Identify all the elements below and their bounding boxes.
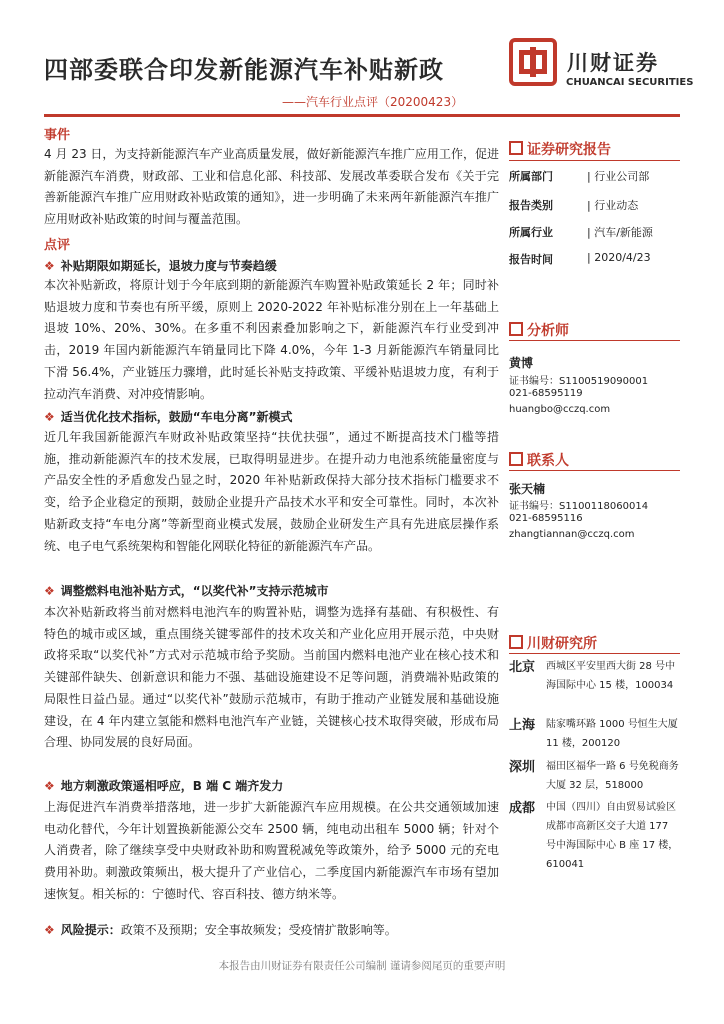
point-2-title: ❖ 适当优化技术指标，鼓励“车电分离”新模式 [44, 410, 293, 424]
analyst-heading: 分析师 [509, 320, 569, 340]
contact-heading: 联系人 [509, 450, 569, 470]
header-divider [44, 114, 680, 117]
risk-note: ❖ 风险提示：政策不及预期；安全事故频发；受疫情扩散影响等。 [44, 923, 397, 937]
square-icon [509, 635, 523, 649]
report-subtitle: ——汽车行业点评（20200423） [282, 95, 464, 109]
point-4-text: 上海促进汽车消费举措落地，进一步扩大新能源汽车应用规模。在公共交通领域加速电动化替代，今年计划置换新能源公交车 2500 辆，纯电动出租车 5000 辆；针对个人消费者，除了继续享受中央财政补助和购置税减免等政策外，给予 5000 元的充电费用补助。刺激政策频出，极大提升了产业信心，二季度国内新能源汽车市场有望加速恢复。相关标的：宁德时代、容百科技、德方纳米等。 [44, 800, 499, 901]
diamond-bullet-icon: ❖ [44, 923, 55, 937]
office-address: 西城区平安里西大街 28 号中海国际中心 15 楼，100034 [546, 661, 676, 691]
square-icon [509, 141, 523, 155]
point-4-title: ❖ 地方刺激政策遥相呼应，B 端 C 端齐发力 [44, 779, 284, 793]
contact-cert: 证书编号：S1100118060014 [509, 501, 649, 512]
point-3-title: ❖ 调整燃料电池补贴方式，“以奖代补”支持示范城市 [44, 584, 329, 598]
office-address: 陆家嘴环路 1000 号恒生大厦 11 楼，200120 [546, 719, 678, 749]
meta-value: | 汽车/新能源 [587, 226, 653, 239]
meta-label: 报告类别 [509, 199, 553, 212]
point-1-text: 本次补贴新政，将原计划于今年底到期的新能源汽车购置补贴政策延长 2 年；同时补贴退坡力度和节奏也有所平缓，原则上 2020-2022 年补贴标准分别在上一年基础上退坡 10%、20%、30%。在多重不利因素叠加影响之下，新能源汽车行业受到冲击，2019 年国内新能源汽车销量同比下降 4.0%，今年 1-3 月新能源汽车销量同比下滑 56.4%，产业链压力骤增，此时延长补贴支持政策、平缓补贴退坡力度，有利于拉动汽车消费、对冲疫情影响。 [44, 278, 499, 401]
logo-name-en: CHUANCAI SECURITIES [566, 77, 694, 88]
meta-label: 报告时间 [509, 253, 553, 266]
office-city: 上海 [509, 718, 536, 733]
meta-value: | 行业公司部 [587, 170, 650, 183]
diamond-bullet-icon: ❖ [44, 259, 55, 273]
office-address: 中国（四川）自由贸易试验区成都市高新区交子大道 177 号中海国际中心 B 座 17 楼，610041 [546, 802, 679, 870]
sidebar-divider [509, 653, 680, 654]
square-icon [509, 452, 523, 466]
office-city: 深圳 [509, 760, 536, 775]
sidebar-divider [509, 340, 680, 341]
company-logo [509, 38, 557, 86]
report-title: 四部委联合印发新能源汽车补贴新政 [44, 56, 444, 84]
point-2-text: 近几年我国新能源汽车财政补贴政策坚持“扶优扶强”，通过不断提高技术门槛等措施，推动新能源汽车的技术发展，已取得明显进步。在提升动力电池系统能量密度与产品安全性的矛盾愈发凸显之时，2020 年补贴新政保持大部分技术指标门槛要求不变，给予企业稳定的预期，鼓励企业提升产品技术水平和安全可靠性。同时，本次补贴新政支持“车电分离”等新型商业模式发展，鼓励企业研发生产具有先进底层操作系统、电子电气系统架构和智能化网联化特征的新能源汽车产品。 [44, 430, 499, 553]
comment-heading: 点评 [44, 238, 71, 253]
event-heading: 事件 [44, 128, 71, 143]
meta-label: 所属行业 [509, 226, 553, 239]
office-city: 北京 [509, 660, 536, 675]
event-text: 4 月 23 日，为支持新能源汽车产业高质量发展，做好新能源汽车推广应用工作，促进新能源汽车消费，财政部、工业和信息化部、科技部、发展改革委联合发布《关于完善新能源汽车推广应用财政补贴政策的通知》，进一步明确了未来两年新能源汽车推广应用财政补贴政策的时间与覆盖范围。 [44, 147, 499, 227]
logo-name-cn: 川财证券 [567, 51, 659, 75]
office-address: 福田区福华一路 6 号免税商务大厦 32 层，518000 [546, 761, 679, 791]
point-1-title: ❖ 补贴期限如期延长，退坡力度与节奏趋缓 [44, 259, 277, 273]
report-type-heading: 证券研究报告 [509, 139, 611, 159]
page-footer: 本报告由川财证券有限责任公司编制 谨请参阅尾页的重要声明 [218, 960, 506, 972]
square-icon [509, 322, 523, 336]
meta-value: | 行业动态 [587, 199, 639, 212]
analyst-phone: 021-68595119 [509, 388, 583, 399]
point-3-text: 本次补贴新政将当前对燃料电池汽车的购置补贴，调整为选择有基础、有积极性、有特色的城市或区域，重点围绕关键零部件的技术攻关和产业化应用开展示范，中央财政将采取“以奖代补”方式对示范城市给予奖励。当前国内燃料电池产业在核心技术和关键部件缺失、创新意识和能力不强、基础设施建设不足等问题，消费端补贴政策的局限性日益凸显。通过“以奖代补”鼓励示范城市，有助于推动产业链发展和基础设施建设，在 4 年内建立氢能和燃料电池汽车产业链，关键核心技术取得突破，形成布局合理、协同发展的良好局面。 [44, 605, 499, 750]
research-institute-heading: 川财研究所 [509, 633, 597, 653]
analyst-cert: 证书编号：S1100519090001 [509, 376, 649, 387]
contact-email[interactable]: zhangtiannan@cczq.com [509, 529, 635, 540]
diamond-bullet-icon: ❖ [44, 410, 55, 424]
meta-label: 所属部门 [509, 170, 553, 183]
analyst-name: 黄博 [509, 356, 534, 370]
logo-mark-icon [515, 44, 551, 80]
diamond-bullet-icon: ❖ [44, 584, 55, 598]
sidebar-divider [509, 470, 680, 471]
sidebar-divider [509, 160, 680, 161]
diamond-bullet-icon: ❖ [44, 779, 55, 793]
contact-phone: 021-68595116 [509, 513, 583, 524]
office-city: 成都 [509, 801, 536, 816]
analyst-email[interactable]: huangbo@cczq.com [509, 404, 611, 415]
meta-value: | 2020/4/23 [587, 251, 651, 264]
contact-name: 张天楠 [509, 482, 546, 496]
